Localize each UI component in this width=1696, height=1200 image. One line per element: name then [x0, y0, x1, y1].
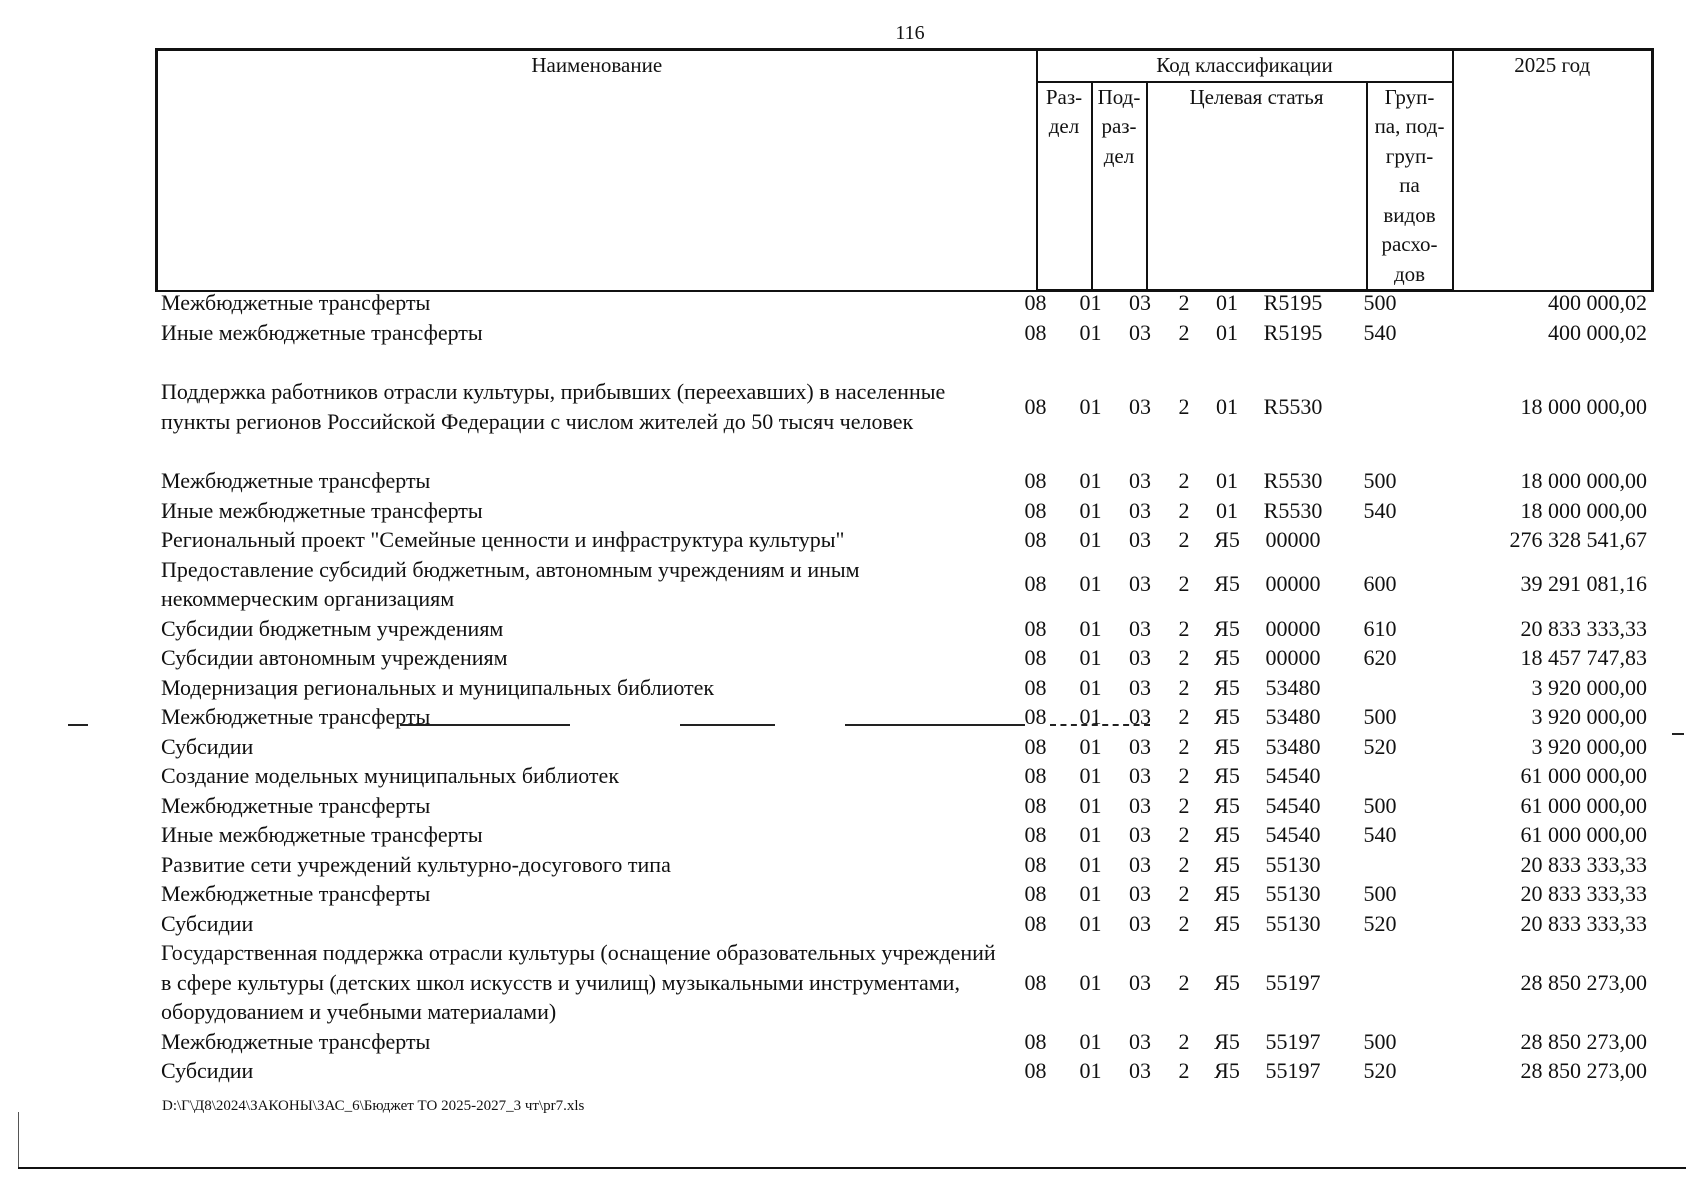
cell-name: Поддержка работников отрасли культуры, прибывших (переехавших) в населенные пункты регионов Российской Федерации с числом жителей до 50 тысяч человек [161, 379, 946, 434]
table-row [155, 288, 1651, 318]
cell-amount: 61 000 000,00 [1520, 792, 1647, 818]
cell-target-direction: 55197 [1265, 1058, 1321, 1083]
cell-amount: 18 000 000,00 [1520, 393, 1647, 419]
cell-target-program: 03 [1129, 763, 1151, 788]
scan-mark [1672, 733, 1684, 735]
cell-name: Межбюджетные трансферты [161, 704, 431, 729]
cell-razdel: 08 [1024, 763, 1047, 788]
table-row [155, 879, 1651, 909]
cell-expense-group: 540 [1363, 319, 1397, 345]
cell-razdel: 08 [1024, 851, 1047, 877]
cell-podrazdel: 01 [1079, 527, 1102, 552]
cell-target-program: 03 [1129, 571, 1151, 597]
cell-amount: 20 833 333,33 [1520, 615, 1647, 641]
cell-razdel: 08 [1024, 527, 1047, 552]
header-podrazdel: Под- раз- дел [1092, 82, 1147, 291]
header-razdel: Раз- дел [1037, 82, 1092, 291]
cell-podrazdel: 01 [1079, 822, 1102, 847]
cell-target-direction: 00000 [1265, 571, 1321, 597]
cell-podrazdel: 01 [1079, 290, 1102, 315]
cell-amount: 400 000,02 [1548, 319, 1647, 345]
cell-expense-group: 500 [1363, 468, 1397, 493]
table-row [155, 525, 1651, 555]
cell-target-program: 03 [1129, 290, 1151, 315]
cell-target-program: 03 [1129, 527, 1151, 552]
cell-target-program: 03 [1129, 822, 1151, 847]
table-row [155, 377, 1651, 436]
page-number: 116 [895, 22, 925, 44]
cell-amount: 61 000 000,00 [1520, 763, 1647, 788]
cell-podrazdel: 01 [1079, 571, 1102, 597]
cell-target-direction: 00000 [1265, 527, 1321, 552]
table-row [155, 318, 1651, 348]
cell-target-subprogram: 2 [1178, 615, 1190, 641]
cell-expense-group: 610 [1363, 615, 1397, 641]
cell-target-project: Я5 [1214, 910, 1240, 936]
table-row [155, 909, 1651, 939]
cell-amount: 3 920 000,00 [1531, 704, 1647, 729]
scan-mark [1050, 724, 1150, 726]
header-code-group: Код классификации [1037, 50, 1453, 82]
cell-amount: 18 000 000,00 [1520, 497, 1647, 523]
cell-expense-group: 500 [1363, 704, 1397, 729]
cell-podrazdel: 01 [1079, 851, 1102, 877]
cell-target-direction: 55130 [1265, 910, 1321, 936]
scan-mark [845, 724, 1025, 726]
table-row [155, 614, 1651, 644]
cell-target-direction: 55197 [1265, 1028, 1321, 1054]
cell-razdel: 08 [1024, 733, 1047, 759]
cell-amount: 61 000 000,00 [1520, 822, 1647, 847]
cell-amount: 400 000,02 [1548, 290, 1647, 315]
header-target: Целевая статья [1147, 82, 1367, 291]
table-row [155, 791, 1651, 821]
cell-target-subprogram: 2 [1178, 733, 1190, 759]
cell-target-subprogram: 2 [1178, 645, 1190, 670]
cell-expense-group: 540 [1363, 497, 1397, 523]
cell-amount: 20 833 333,33 [1520, 881, 1647, 906]
cell-expense-group: 600 [1363, 571, 1397, 597]
cell-target-program: 03 [1129, 910, 1151, 936]
cell-target-program: 03 [1129, 645, 1151, 670]
cell-name: Межбюджетные трансферты [161, 1028, 431, 1054]
cell-target-project: Я5 [1214, 615, 1240, 641]
cell-amount: 18 000 000,00 [1520, 468, 1647, 493]
cell-razdel: 08 [1024, 393, 1047, 419]
cell-name: Субсидии бюджетным учреждениям [161, 615, 504, 641]
cell-target-subprogram: 2 [1178, 674, 1190, 700]
cell-target-subprogram: 2 [1178, 792, 1190, 818]
cell-target-direction: 53480 [1265, 674, 1321, 700]
cell-podrazdel: 01 [1079, 733, 1102, 759]
cell-razdel: 08 [1024, 1028, 1047, 1054]
cell-amount: 28 850 273,00 [1520, 969, 1647, 995]
cell-target-subprogram: 2 [1178, 468, 1190, 493]
cell-name: Субсидии [161, 910, 254, 936]
cell-expense-group: 520 [1363, 1058, 1397, 1083]
cell-target-direction: R5530 [1263, 468, 1323, 493]
table-row [155, 1056, 1651, 1086]
file-path: D:\Г\Д8\2024\ЗАКОНЫ\ЗАС_6\Бюджет ТО 2025-2027_3 чт\pr7.xls [162, 1098, 585, 1114]
cell-razdel: 08 [1024, 792, 1047, 818]
cell-razdel: 08 [1024, 290, 1047, 315]
cell-razdel: 08 [1024, 1058, 1047, 1083]
header-year: 2025 год [1453, 50, 1653, 291]
cell-target-subprogram: 2 [1178, 881, 1190, 906]
cell-amount: 3 920 000,00 [1531, 733, 1647, 759]
cell-podrazdel: 01 [1079, 1058, 1102, 1083]
cell-razdel: 08 [1024, 674, 1047, 700]
header-name: Наименование [157, 50, 1037, 291]
table-row [155, 555, 1651, 614]
cell-target-direction: 53480 [1265, 704, 1321, 729]
cell-target-subprogram: 2 [1178, 527, 1190, 552]
cell-target-project: Я5 [1214, 822, 1240, 847]
cell-name: Субсидии [161, 733, 254, 759]
table-row [155, 732, 1651, 762]
cell-target-program: 03 [1129, 881, 1151, 906]
cell-amount: 28 850 273,00 [1520, 1028, 1647, 1054]
cell-target-subprogram: 2 [1178, 704, 1190, 729]
cell-target-program: 03 [1129, 468, 1151, 493]
cell-target-direction: 00000 [1265, 645, 1321, 670]
cell-target-subprogram: 2 [1178, 1028, 1190, 1054]
cell-target-program: 03 [1129, 1028, 1151, 1054]
cell-podrazdel: 01 [1079, 910, 1102, 936]
cell-expense-group: 520 [1363, 910, 1397, 936]
cell-amount: 39 291 081,16 [1520, 571, 1647, 597]
cell-target-project: 01 [1216, 393, 1238, 419]
cell-target-program: 03 [1129, 792, 1151, 818]
cell-amount: 3 920 000,00 [1531, 674, 1647, 700]
cell-target-project: Я5 [1214, 674, 1240, 700]
cell-name: Межбюджетные трансферты [161, 792, 431, 818]
margin-line [18, 1112, 19, 1167]
cell-name: Субсидии автономным учреждениям [161, 645, 508, 670]
cell-target-project: Я5 [1214, 704, 1240, 729]
table-row [155, 702, 1651, 732]
cell-podrazdel: 01 [1079, 393, 1102, 419]
cell-podrazdel: 01 [1079, 319, 1102, 345]
cell-target-project: Я5 [1214, 792, 1240, 818]
table-row [155, 496, 1651, 526]
cell-podrazdel: 01 [1079, 497, 1102, 523]
table-header [155, 48, 1654, 292]
cell-name: Иные межбюджетные трансферты [161, 319, 483, 345]
page-bottom-rule [18, 1167, 1686, 1169]
table-row [155, 643, 1651, 673]
cell-target-project: 01 [1216, 319, 1238, 345]
cell-podrazdel: 01 [1079, 674, 1102, 700]
cell-target-subprogram: 2 [1178, 319, 1190, 345]
cell-target-project: 01 [1216, 290, 1238, 315]
cell-target-project: Я5 [1214, 527, 1240, 552]
cell-podrazdel: 01 [1079, 969, 1102, 995]
cell-target-subprogram: 2 [1178, 910, 1190, 936]
cell-target-project: Я5 [1214, 969, 1240, 995]
cell-razdel: 08 [1024, 969, 1047, 995]
cell-razdel: 08 [1024, 497, 1047, 523]
cell-podrazdel: 01 [1079, 792, 1102, 818]
cell-amount: 28 850 273,00 [1520, 1058, 1647, 1083]
cell-amount: 20 833 333,33 [1520, 910, 1647, 936]
cell-target-project: Я5 [1214, 645, 1240, 670]
table-row [155, 1027, 1651, 1057]
cell-podrazdel: 01 [1079, 881, 1102, 906]
cell-target-direction: R5195 [1263, 290, 1323, 315]
cell-razdel: 08 [1024, 910, 1047, 936]
cell-name: Создание модельных муниципальных библиотек [161, 763, 620, 788]
cell-target-subprogram: 2 [1178, 1058, 1190, 1083]
cell-podrazdel: 01 [1079, 1028, 1102, 1054]
cell-target-project: Я5 [1214, 733, 1240, 759]
cell-target-project: Я5 [1214, 1058, 1240, 1083]
cell-target-direction: 54540 [1265, 822, 1321, 847]
cell-razdel: 08 [1024, 571, 1047, 597]
cell-target-project: Я5 [1214, 763, 1240, 788]
cell-target-direction: 55130 [1265, 881, 1321, 906]
cell-target-direction: R5195 [1263, 319, 1323, 345]
cell-name: Субсидии [161, 1058, 254, 1083]
table-body [155, 288, 1651, 1086]
cell-amount: 18 457 747,83 [1520, 645, 1647, 670]
cell-target-program: 03 [1129, 615, 1151, 641]
table-row [155, 466, 1651, 496]
cell-name: Межбюджетные трансферты [161, 881, 431, 906]
cell-target-program: 03 [1129, 1058, 1151, 1083]
cell-target-direction: 00000 [1265, 615, 1321, 641]
table-row [155, 938, 1651, 1027]
cell-razdel: 08 [1024, 468, 1047, 493]
cell-name: Предоставление субсидий бюджетным, автономным учреждениям и иным некоммерческим организациям [161, 556, 860, 611]
cell-target-direction: R5530 [1263, 497, 1323, 523]
cell-name: Модернизация региональных и муниципальных библиотек [161, 674, 715, 700]
table-row [155, 673, 1651, 703]
cell-amount: 276 328 541,67 [1509, 527, 1647, 552]
cell-expense-group: 500 [1363, 1028, 1397, 1054]
cell-target-subprogram: 2 [1178, 393, 1190, 419]
cell-target-subprogram: 2 [1178, 969, 1190, 995]
cell-target-subprogram: 2 [1178, 822, 1190, 847]
cell-target-program: 03 [1129, 851, 1151, 877]
cell-expense-group: 500 [1363, 881, 1397, 906]
cell-target-direction: 53480 [1265, 733, 1321, 759]
cell-podrazdel: 01 [1079, 763, 1102, 788]
cell-target-program: 03 [1129, 969, 1151, 995]
cell-target-program: 03 [1129, 497, 1151, 523]
cell-target-project: Я5 [1214, 1028, 1240, 1054]
cell-name: Иные межбюджетные трансферты [161, 822, 483, 847]
cell-razdel: 08 [1024, 645, 1047, 670]
scan-mark [400, 724, 570, 726]
header-group: Груп- па, под- груп- па видов расхо- дов [1367, 82, 1453, 291]
cell-target-subprogram: 2 [1178, 290, 1190, 315]
cell-razdel: 08 [1024, 881, 1047, 906]
cell-target-direction: R5530 [1263, 393, 1323, 419]
cell-expense-group: 500 [1363, 290, 1397, 315]
cell-razdel: 08 [1024, 822, 1047, 847]
cell-name: Региональный проект "Семейные ценности и инфраструктура культуры" [161, 527, 845, 552]
cell-target-project: Я5 [1214, 571, 1240, 597]
scan-mark [680, 724, 775, 726]
cell-expense-group: 540 [1363, 822, 1397, 847]
cell-target-project: 01 [1216, 497, 1238, 523]
cell-target-program: 03 [1129, 704, 1151, 729]
cell-expense-group: 500 [1363, 792, 1397, 818]
cell-expense-group: 520 [1363, 733, 1397, 759]
cell-name: Межбюджетные трансферты [161, 468, 431, 493]
cell-target-program: 03 [1129, 733, 1151, 759]
cell-target-program: 03 [1129, 393, 1151, 419]
table-row [155, 761, 1651, 791]
cell-target-program: 03 [1129, 674, 1151, 700]
cell-target-direction: 54540 [1265, 763, 1321, 788]
cell-target-direction: 55130 [1265, 851, 1321, 877]
table-row [155, 850, 1651, 880]
cell-target-subprogram: 2 [1178, 571, 1190, 597]
cell-target-direction: 54540 [1265, 792, 1321, 818]
cell-target-program: 03 [1129, 319, 1151, 345]
cell-podrazdel: 01 [1079, 645, 1102, 670]
cell-expense-group: 620 [1363, 645, 1397, 670]
cell-podrazdel: 01 [1079, 468, 1102, 493]
cell-razdel: 08 [1024, 704, 1047, 729]
cell-target-project: Я5 [1214, 851, 1240, 877]
cell-name: Развитие сети учреждений культурно-досугового типа [161, 851, 671, 877]
table-row [155, 820, 1651, 850]
cell-razdel: 08 [1024, 319, 1047, 345]
cell-target-project: Я5 [1214, 881, 1240, 906]
cell-podrazdel: 01 [1079, 615, 1102, 641]
cell-target-subprogram: 2 [1178, 851, 1190, 877]
cell-target-subprogram: 2 [1178, 763, 1190, 788]
cell-target-direction: 55197 [1265, 969, 1321, 995]
cell-name: Иные межбюджетные трансферты [161, 497, 483, 523]
cell-amount: 20 833 333,33 [1520, 851, 1647, 877]
cell-podrazdel: 01 [1079, 704, 1102, 729]
cell-razdel: 08 [1024, 615, 1047, 641]
cell-name: Государственная поддержка отрасли культуры (оснащение образовательных учреждений в сфере культуры (детских школ искусств и училищ) музыкальными инструментами, оборудованием и учебными материалами) [161, 940, 996, 1024]
cell-target-project: 01 [1216, 468, 1238, 493]
cell-target-subprogram: 2 [1178, 497, 1190, 523]
scan-mark [68, 724, 88, 726]
cell-name: Межбюджетные трансферты [161, 290, 431, 315]
